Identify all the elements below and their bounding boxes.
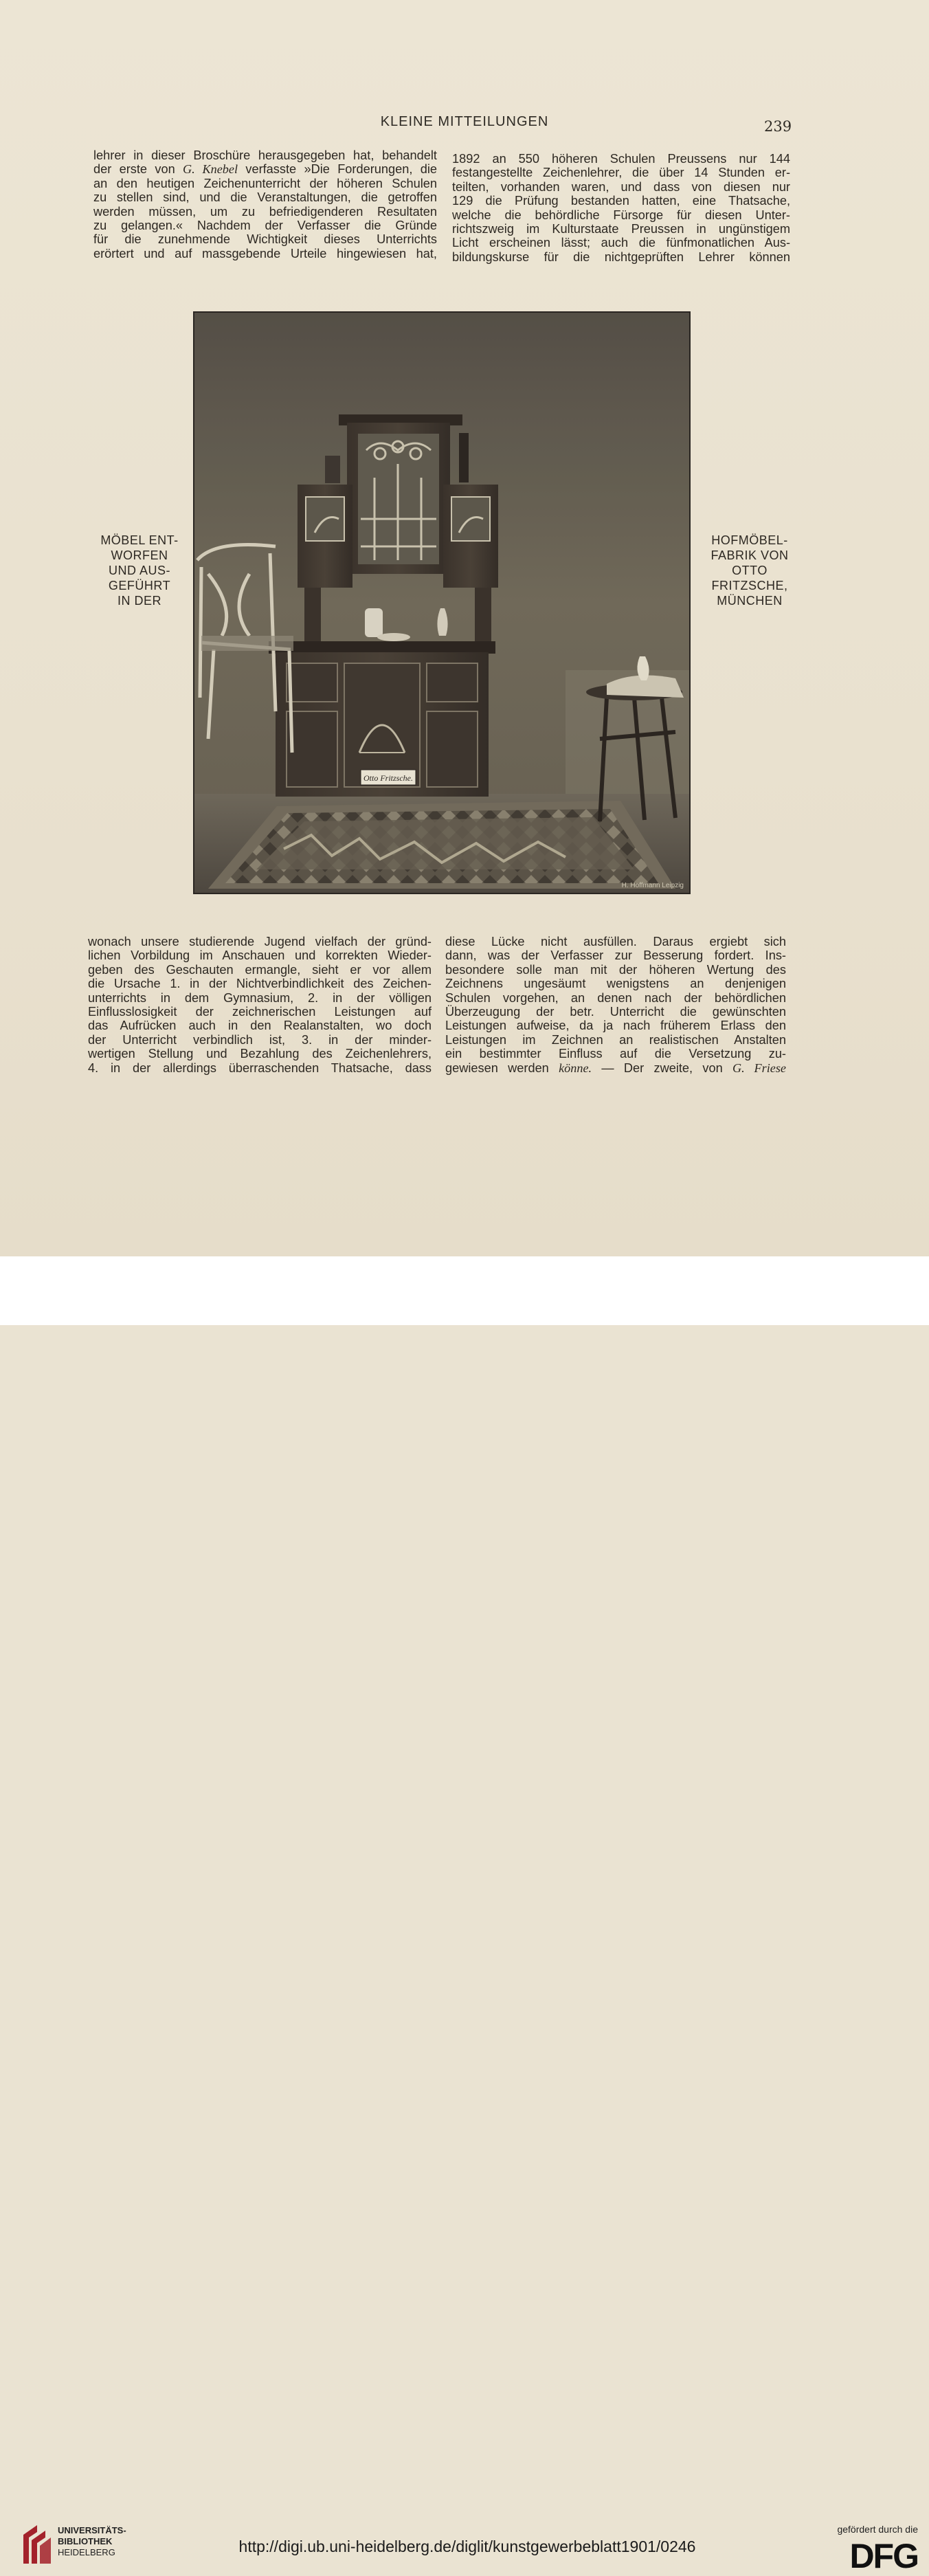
text-line: der Unterricht verbindlich ist, 3. in der minder-	[88, 1032, 432, 1047]
library-name: UNIVERSITÄTS- BIBLIOTHEK HEIDELBERG	[58, 2525, 126, 2557]
text-line: für die zunehmende Wichtigkeit dieses Unterrichts	[93, 232, 437, 247]
text-line: die Ursache 1. in der Nichtverbindlichkeit des Zeichen-	[88, 977, 432, 991]
text-line: besondere solle man mit der höheren Wertung des	[445, 962, 786, 977]
text-line: geben des Geschauten ermangle, sieht er vor allem	[88, 962, 432, 977]
text-line: wonach unsere studierende Jugend vielfach der gründ-	[88, 935, 432, 948]
text-line: 1892 an 550 höheren Schulen Preussens nur 144	[452, 152, 790, 166]
text-line: das Aufrücken auch in den Realanstalten, wo doch	[88, 1019, 432, 1033]
text-line: werden müssen, um zu befriedigenderen Resultaten	[93, 204, 437, 219]
text-column-top-left	[93, 148, 437, 260]
text-line: zu stellen sind, und die Veranstaltungen, die getroffen	[93, 190, 437, 205]
cupboard-illustration	[194, 313, 689, 893]
text-line: 4. in der allerdings überraschenden Thatsache, dass	[88, 1061, 432, 1075]
text-line: Leistungen im Zeichnen an realistischen Anstalten	[445, 1032, 786, 1047]
text-column-top-right	[452, 152, 790, 264]
text-line: dann, was der Verfasser zur Besserung fordert. Ins-	[445, 948, 786, 963]
text-line: der erste von G. Knebel verfasste »Die Forderungen, die	[93, 162, 437, 177]
funding-note: gefördert durch die	[837, 2524, 918, 2535]
label-card-text: Otto Fritzsche.	[363, 773, 413, 783]
text-line: teilten, vorhanden waren, und dass von diesen nur	[452, 179, 790, 194]
digitization-footer	[0, 1256, 929, 2575]
text-line: an den heutigen Zeichenunterricht der höheren Schulen	[93, 176, 437, 190]
text-line: Einflusslosigkeit der zeichnerischen Leistungen auf	[88, 1004, 432, 1019]
text-line: wertigen Stellung und Bezahlung des Zeichenlehrers,	[88, 1047, 432, 1061]
text-line: lehrer in dieser Broschüre herausgegeben hat, behandelt	[93, 148, 437, 162]
text-line: welche die behördliche Fürsorge für diesen Unter-	[452, 208, 790, 222]
figure-caption-left: MÖBEL ENT- WORFEN UND AUS- GEFÜHRT IN DER	[100, 533, 179, 608]
text-column-bottom-right	[445, 935, 786, 1075]
text-line: Licht erscheinen lässt; auch die fünfmonatlichen Aus-	[452, 236, 790, 250]
university-library-logo-icon	[21, 2522, 52, 2566]
author-name: G. Knebel	[183, 162, 238, 177]
text-line: 129 die Prüfung bestanden hatten, eine Thatsache,	[452, 194, 790, 208]
text-line: Leistungen aufweise, da ja nach früherem Erlass den	[445, 1019, 786, 1033]
source-url-link[interactable]: http://digi.ub.uni-heidelberg.de/diglit/kunstgewerbeblatt1901/0246	[238, 2538, 696, 2555]
text-line: zu gelangen.« Nachdem der Verfasser die Gründe	[93, 218, 437, 232]
text-line: lichen Vorbildung im Anschauen und korrekten Wieder-	[88, 948, 432, 963]
text-line: gewiesen werden könne. — Der zweite, von G. Friese	[445, 1061, 786, 1075]
text-line: diese Lücke nicht ausfüllen. Daraus ergiebt sich	[445, 935, 786, 948]
text-line: Schulen vorgehen, an denen nach der behördlichen	[445, 990, 786, 1005]
text-line: festangestellte Zeichenlehrer, die über 14 Stunden er-	[452, 166, 790, 180]
furniture-photograph	[193, 311, 691, 894]
figure-caption-right: HOFMÖBEL- FABRIK VON OTTO FRITZSCHE, MÜNCHEN	[710, 533, 789, 608]
text-line: erörtert und auf massgebende Urteile hingewiesen hat,	[93, 246, 437, 260]
author-name: G. Friese	[732, 1061, 786, 1075]
text-line: unterrichts in dem Gymnasium, 2. in der völligen	[88, 990, 432, 1005]
page-number: 239	[764, 118, 792, 135]
text-line: Überzeugung der betr. Unterricht die gewünschten	[445, 1004, 786, 1019]
scanned-page	[0, 0, 929, 1256]
text-line: Zeichnens ungesäumt wenigstens an denjenigen	[445, 977, 786, 991]
text-line: richtszweig im Kulturstaate Preussen in ungünstigem	[452, 221, 790, 236]
text-column-bottom-left	[88, 935, 432, 1075]
dfg-logo-icon: DFG	[849, 2537, 918, 2575]
text-line: bildungskurse für die nichtgeprüften Lehrer können	[452, 249, 790, 264]
text-line: ein bestimmter Einfluss auf die Versetzung zu-	[445, 1047, 786, 1061]
engraver-credit: H. Hoffmann Leipzig	[621, 882, 684, 889]
running-title: KLEINE MITTEILUNGEN	[380, 114, 549, 129]
